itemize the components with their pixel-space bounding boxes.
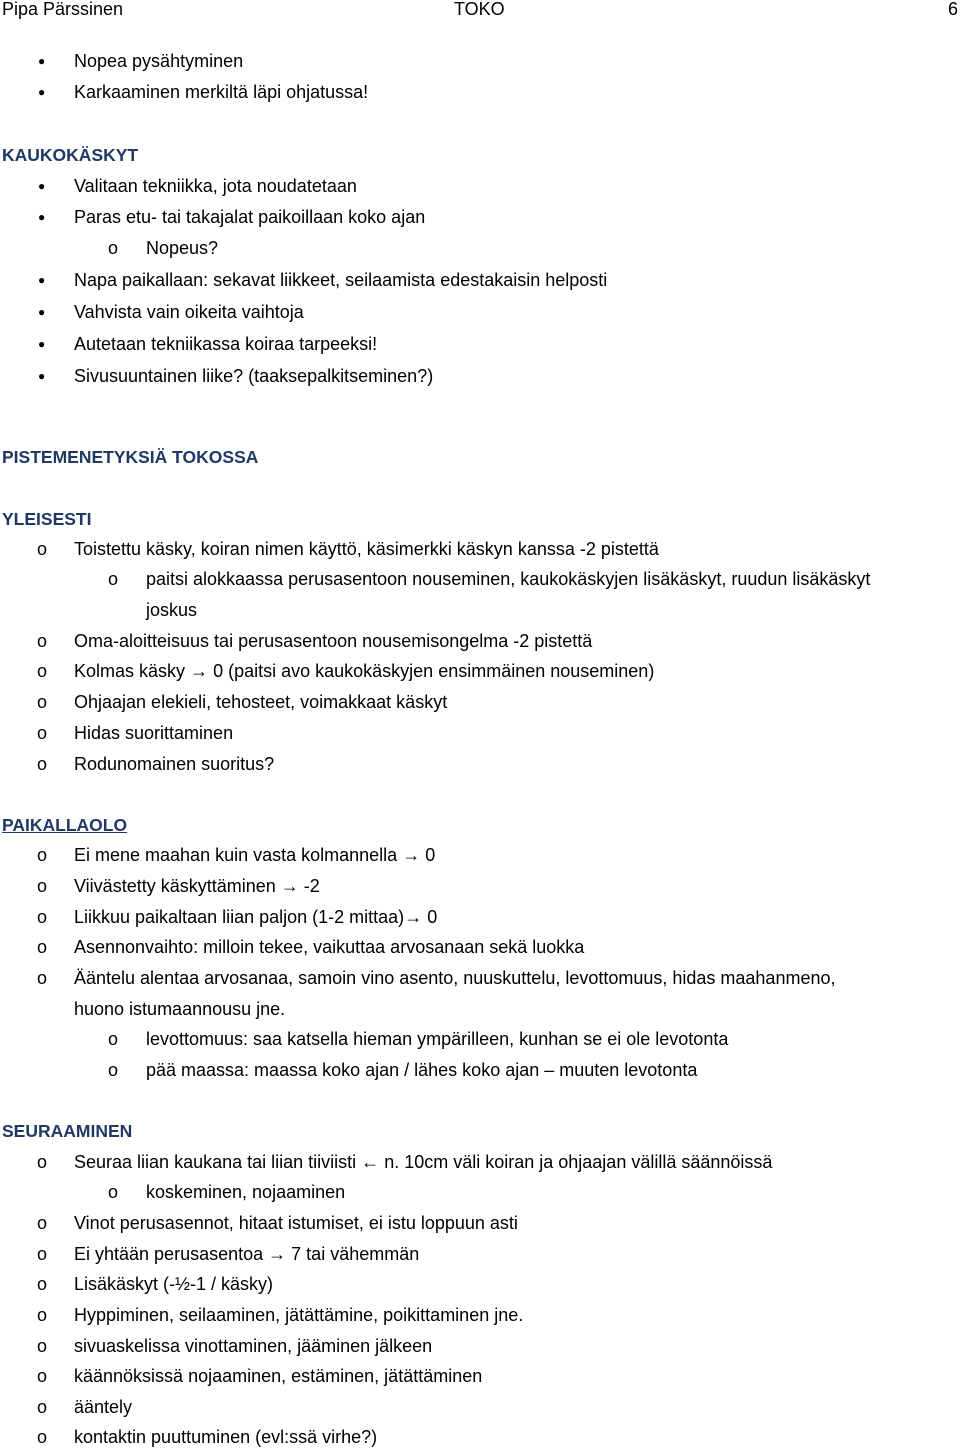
list-item: o Kolmas käsky → 0 (paitsi avo kaukokäskyjen ensimmäinen nouseminen) (0, 656, 960, 686)
sub-bullet-icon: o (37, 1336, 48, 1356)
bullet-icon: ● (38, 337, 46, 351)
sub-bullet-icon: o (37, 876, 48, 896)
arrow-left-icon: ← (361, 1152, 380, 1172)
sub-bullet-icon: o (37, 845, 48, 865)
list-item: o Hidas suorittaminen (0, 718, 960, 748)
sub-bullet-icon: o (37, 1274, 48, 1294)
bullet-icon: ● (38, 85, 46, 99)
list-item: ● Napa paikallaan: sekavat liikkeet, seilaamista edestakaisin helposti (0, 265, 960, 295)
sub-bullet-icon: o (37, 754, 48, 774)
sub-bullet-icon: o (108, 1182, 119, 1202)
arrow-right-icon: → (402, 845, 421, 865)
sub-bullet-icon: o (37, 1427, 48, 1447)
list-item: o kontaktin puuttuminen (evl:ssä virhe?) (0, 1422, 960, 1452)
arrow-right-icon: → (190, 661, 209, 681)
list-item: o Seuraa liian kaukana tai liian tiiviisti ← n. 10cm väli koiran ja ohjaajan välillä säännöissä (0, 1147, 960, 1177)
list-item: o Vinot perusasennot, hitaat istumiset, ei istu loppuun asti (0, 1208, 960, 1238)
arrow-right-icon: → (268, 1244, 287, 1264)
list-item: ● Karkaaminen merkiltä läpi ohjatussa! (0, 77, 960, 107)
sub-bullet-icon: o (108, 1060, 119, 1080)
section-heading-seuraaminen: SEURAAMINEN (2, 1121, 133, 1141)
list-item: ● Valitaan tekniikka, jota noudatetaan (0, 171, 960, 201)
sub-bullet-icon: o (37, 1244, 48, 1264)
sub-bullet-icon: o (37, 1152, 48, 1172)
sub-bullet-icon: o (37, 661, 48, 681)
list-item: o Hyppiminen, seilaaminen, jätättämine, poikittaminen jne. (0, 1300, 960, 1330)
sub-list-item: o Nopeus? (0, 233, 960, 263)
list-item: ● Autetaan tekniikassa koiraa tarpeeksi! (0, 329, 960, 359)
list-item: ● Paras etu- tai takajalat paikoillaan koko ajan (0, 202, 960, 232)
sub-bullet-icon: o (37, 692, 48, 712)
arrow-right-icon: → (280, 876, 299, 896)
sub-bullet-icon: o (37, 1366, 48, 1386)
bullet-icon: ● (38, 305, 46, 319)
header-author: Pipa Pärssinen (2, 0, 124, 19)
list-item: ● Nopea pysähtyminen (0, 46, 960, 76)
sub-bullet-icon: o (108, 569, 119, 589)
list-item: o Ääntelu alentaa arvosanaa, samoin vino asento, nuuskuttelu, levottomuus, hidas maahanmeno, (0, 963, 960, 993)
bullet-icon: ● (38, 54, 46, 68)
bullet-icon: ● (38, 369, 46, 383)
sub-bullet-icon: o (37, 1397, 48, 1417)
sub-list-item: o koskeminen, nojaaminen (0, 1177, 960, 1207)
list-item: o Asennonvaihto: milloin tekee, vaikuttaa arvosanaan sekä luokka (0, 932, 960, 962)
list-item-continuation: huono istumaannousu jne. (74, 999, 286, 1019)
list-item: o sivuaskelissa vinottaminen, jääminen jälkeen (0, 1331, 960, 1361)
header-page-number: 6 (947, 0, 958, 19)
sub-bullet-icon: o (108, 238, 119, 258)
sub-bullet-icon: o (37, 539, 48, 559)
sub-list-item: o paitsi alokkaassa perusasentoon nouseminen, kaukokäskyjen lisäkäskyt, ruudun lisäkäskyt (0, 564, 960, 594)
list-item: ● Sivusuuntainen liike? (taaksepalkitseminen?) (0, 361, 960, 391)
bullet-icon: ● (38, 273, 46, 287)
sub-bullet-icon: o (37, 907, 48, 927)
arrow-right-icon: → (404, 907, 423, 927)
list-item: o Liikkuu paikaltaan liian paljon (1-2 mittaa)→ 0 (0, 902, 960, 932)
list-item: o Ohjaajan elekieli, tehosteet, voimakkaat käskyt (0, 687, 960, 717)
list-item: o Ei mene maahan kuin vasta kolmannella → 0 (0, 840, 960, 870)
sub-bullet-icon: o (108, 1029, 119, 1049)
list-item: o Ei yhtään perusasentoa → 7 tai vähemmän (0, 1239, 960, 1269)
section-heading-kaukokaskyt: KAUKOKÄSKYT (2, 145, 139, 165)
section-heading-yleisesti: YLEISESTI (2, 509, 92, 529)
list-item: ● Vahvista vain oikeita vaihtoja (0, 297, 960, 327)
main-heading: PISTEMENETYKSIÄ TOKOSSA (2, 447, 259, 467)
section-heading-paikallaolo: PAIKALLAOLO (2, 815, 128, 835)
sub-bullet-icon: o (37, 723, 48, 743)
list-item: o Lisäkäskyt (-½-1 / käsky) (0, 1269, 960, 1299)
list-item: o Viivästetty käskyttäminen → -2 (0, 871, 960, 901)
sub-list-item: o levottomuus: saa katsella hieman ympärilleen, kunhan se ei ole levotonta (0, 1024, 960, 1054)
header-title: TOKO (454, 0, 505, 19)
list-item: o Oma-aloitteisuus tai perusasentoon nousemisongelma -2 pistettä (0, 626, 960, 656)
list-item: o käännöksissä nojaaminen, estäminen, jätättäminen (0, 1361, 960, 1391)
bullet-icon: ● (38, 210, 46, 224)
sub-bullet-icon: o (37, 1213, 48, 1233)
sub-list-item: o pää maassa: maassa koko ajan / lähes koko ajan – muuten levotonta (0, 1055, 960, 1085)
list-item: o ääntely (0, 1392, 960, 1422)
list-item: o Toistettu käsky, koiran nimen käyttö, käsimerkki käskyn kanssa -2 pistettä (0, 534, 960, 564)
page-header (0, 0, 960, 22)
sub-list-item-continuation: joskus (146, 600, 198, 620)
sub-bullet-icon: o (37, 968, 48, 988)
list-item: o Rodunomainen suoritus? (0, 749, 960, 779)
sub-bullet-icon: o (37, 937, 48, 957)
bullet-icon: ● (38, 179, 46, 193)
sub-bullet-icon: o (37, 1305, 48, 1325)
sub-bullet-icon: o (37, 631, 48, 651)
